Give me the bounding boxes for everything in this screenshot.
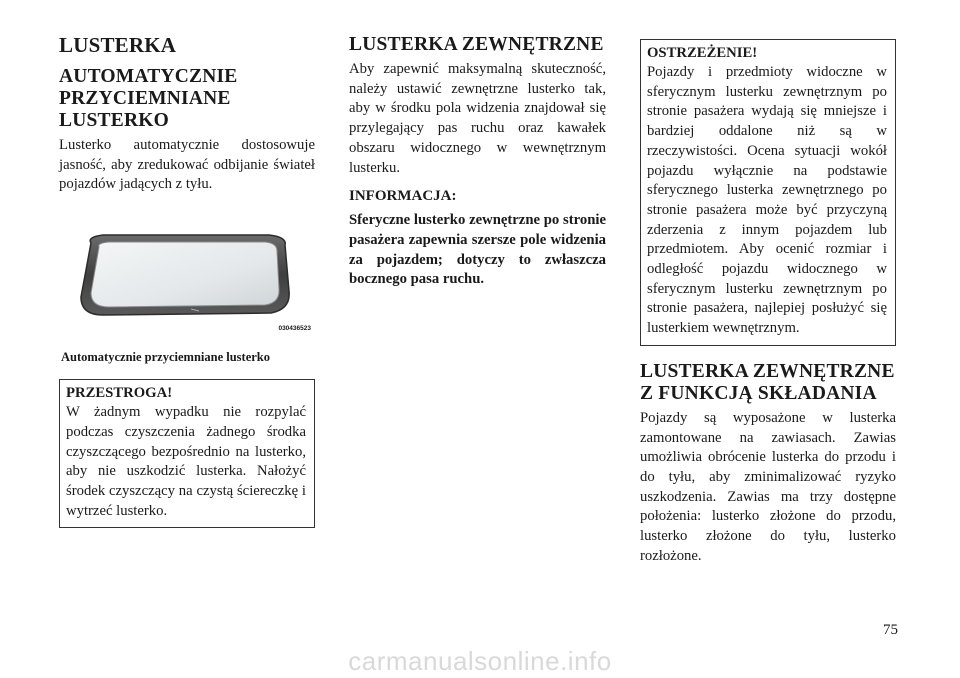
caution-text: W żadnym wypadku nie rozpylać podczas czyszczenia żadnego środka czyszczącego bezpośrednio na lusterko, aby nie uszkodzić lusterka. Nałożyć środek czyszczący na czystą ściereczkę i wytrzeć lusterko. <box>66 404 306 519</box>
column-middle <box>349 34 606 290</box>
caution-title: PRZESTROGA! <box>66 385 173 402</box>
folding-mirrors-text: Pojazdy są wyposażone w lusterka zamontowane na zawiasach. Zawias umożliwia obrócenie lusterka do przodu i do tyłu, aby zminimalizować ryzyko uszkodzenia. Zawias ma trzy dostępne położenia: lusterko złożone do przodu, lusterko złożone do tyłu, lusterko rozłożone. <box>640 409 896 564</box>
outside-mirrors-heading: LUSTERKA ZEWNĘTRZNE <box>349 34 604 55</box>
outside-mirrors-text: Aby zapewnić maksymalną skuteczność, należy ustawić zewnętrzne lusterko tak, aby w środku pola widzenia znajdował się przylegający pas ruchu oraz kawałek obszaru widocznego w wewnętrznym lusterku. <box>349 61 606 176</box>
rearview-mirror-illustration <box>73 231 299 323</box>
auto-dimming-mirror-heading: AUTOMATYCZNIE PRZYCIEMNIANE LUSTERKO <box>59 66 238 131</box>
page-number: 75 <box>883 622 898 638</box>
figure-code: 030436523 <box>278 325 311 333</box>
warning-box <box>640 39 896 346</box>
folding-mirrors-heading: LUSTERKA ZEWNĘTRZNE Z FUNKCJĄ SKŁADANIA <box>640 360 895 404</box>
column-left <box>59 34 315 528</box>
watermark: carmanualsonline.info <box>348 646 612 676</box>
auto-dimming-intro: Lusterko automatycznie dostosowuje jasność, aby zredukować odbijanie świateł pojazdów jadących z tyłu. <box>59 137 315 193</box>
section-title: LUSTERKA <box>59 33 177 57</box>
caution-box <box>59 379 315 528</box>
figure-caption: Automatycznie przyciemniane lusterko <box>61 350 270 365</box>
warning-text: Pojazdy i przedmioty widoczne w sferycznym lusterku zewnętrznym po stronie pasażera wydają się mniejsze i bardziej oddalone niż są w rzeczywistości. Ocena sytuacji wokół pojazdu wyłącznie na podstawie sferycznego lusterka zewnętrznego po stronie pasażera może być przyczyną zderzenia z innym pojazdem lub przedmiotem. Aby ocenić rozmiar i odległość pojazdu widocznego w sferycznym lusterku zewnętrznym po stronie pasażera, najlepiej posłużyć się lusterkiem wewnętrznym. <box>647 64 887 337</box>
mirror-figure <box>59 231 315 341</box>
info-text: Sferyczne lusterko zewnętrzne po stronie pasażera zapewnia szersze pole widzenia za pojazdem; dotyczy to zwłaszcza bocznego pasa ruchu. <box>349 212 606 288</box>
column-right <box>640 34 896 566</box>
warning-title: OSTRZEŻENIE! <box>647 45 758 61</box>
info-label: INFORMACJA: <box>349 188 457 205</box>
